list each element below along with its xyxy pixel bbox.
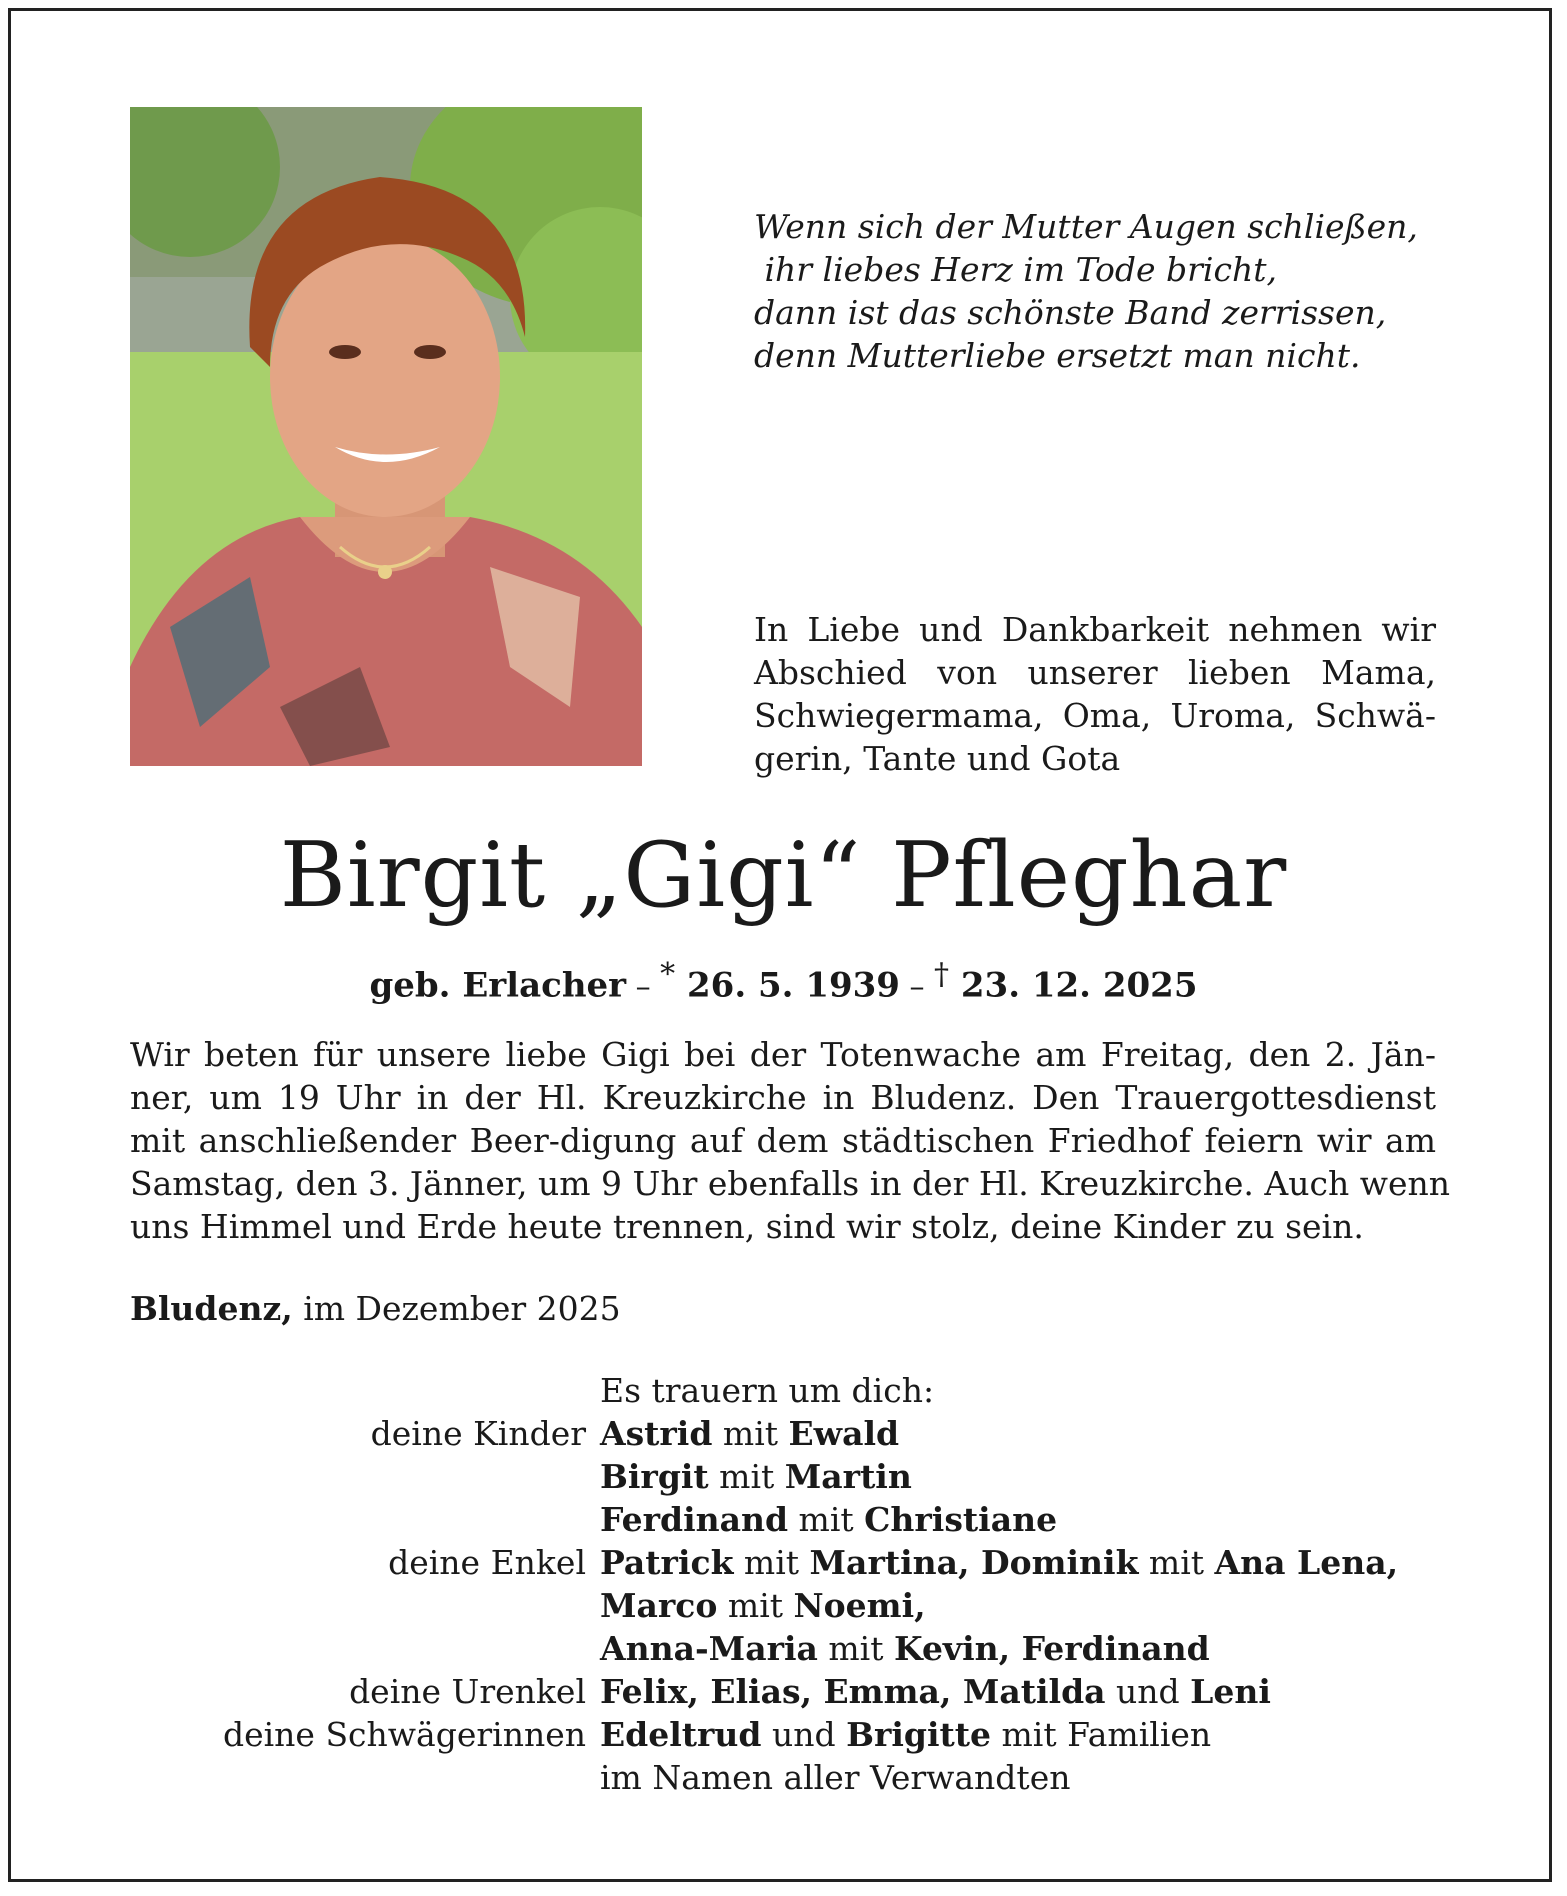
place-town: Bludenz, <box>130 1289 293 1328</box>
mourner-row: Anna-Maria mit Kevin, Ferdinand <box>600 1629 1210 1668</box>
deceased-name: Birgit „Gigi“ Pfleghar <box>279 823 1288 928</box>
mourners-list <box>0 1369 1567 1799</box>
intro-line: Schwiegermama, Oma, Uroma, Schwä- <box>754 696 1436 735</box>
poem-line: denn Mutterliebe ersetzt man nicht. <box>754 336 1361 375</box>
body-line: ner, um 19 Uhr in der Hl. Kreuzkirche in Bludenz. Den Trauergottesdienst <box>130 1078 1436 1117</box>
death-symbol: † <box>934 957 950 992</box>
mourner-row: Ferdinand mit Christiane <box>600 1500 1058 1539</box>
birth-date: 26. 5. 1939 <box>675 965 900 1006</box>
birth-symbol: * <box>660 957 676 992</box>
mourner-row: Marco mit Noemi, <box>600 1586 926 1625</box>
mourner-row <box>0 1756 1567 1799</box>
maiden-name: geb. Erlacher <box>369 965 627 1006</box>
intro-line: gerin, Tante und Gota <box>754 739 1121 778</box>
mourner-row: Birgit mit Martin <box>600 1457 912 1496</box>
mourner-row: deine Kinder Astrid mit Ewald <box>0 1412 1567 1455</box>
closing-line: im Namen aller Verwandten <box>600 1758 1071 1797</box>
mourner-row: deine Urenkel Felix, Elias, Emma, Matilda und Leni <box>0 1670 1567 1713</box>
mourner-row: deine Enkel Patrick mit Martina, Dominik mit Ana Lena, <box>0 1541 1567 1584</box>
relation-label: deine Urenkel <box>349 1672 586 1711</box>
mourners-heading-row <box>0 1369 1567 1412</box>
life-dates: geb. Erlacher – * 26. 5. 1939 – † 23. 12. 2025 <box>369 957 1198 1006</box>
intro-line: In Liebe und Dankbarkeit nehmen wir <box>754 610 1436 649</box>
place-date <box>130 1287 621 1330</box>
intro-line: Abschied von unserer lieben Mama, <box>754 653 1436 692</box>
poem-line: dann ist das schönste Band zerrissen, <box>754 293 1387 332</box>
place-month: im Dezember 2025 <box>292 1289 621 1328</box>
body-line: Wir beten für unsere liebe Gigi bei der Totenwache am Freitag, den 2. Jän- <box>130 1035 1436 1074</box>
relation-label: deine Enkel <box>388 1543 586 1582</box>
portrait-photo <box>130 107 642 766</box>
farewell-intro <box>754 608 1436 780</box>
poem-line: Wenn sich der Mutter Augen schließen, <box>754 207 1418 246</box>
relation-label: deine Schwägerinnen <box>222 1715 586 1754</box>
mourner-row: deine Schwägerinnen Edeltrud und Brigitte mit Familien <box>0 1713 1567 1756</box>
death-date: 23. 12. 2025 <box>949 965 1198 1006</box>
body-line: mit anschließender Beer-digung auf dem städtischen Friedhof feiern wir am <box>130 1121 1436 1160</box>
body-line: uns Himmel und Erde heute trennen, sind wir stolz, deine Kinder zu sein. <box>130 1207 1364 1246</box>
mourners-heading: Es trauern um dich: <box>600 1371 935 1410</box>
poem <box>754 205 1454 377</box>
service-details <box>130 1033 1450 1248</box>
relation-label: deine Kinder <box>370 1414 586 1453</box>
body-line: Samstag, den 3. Jänner, um 9 Uhr ebenfalls in der Hl. Kreuzkirche. Auch wenn <box>130 1164 1450 1203</box>
poem-line: ihr liebes Herz im Tode bricht, <box>754 250 1277 289</box>
